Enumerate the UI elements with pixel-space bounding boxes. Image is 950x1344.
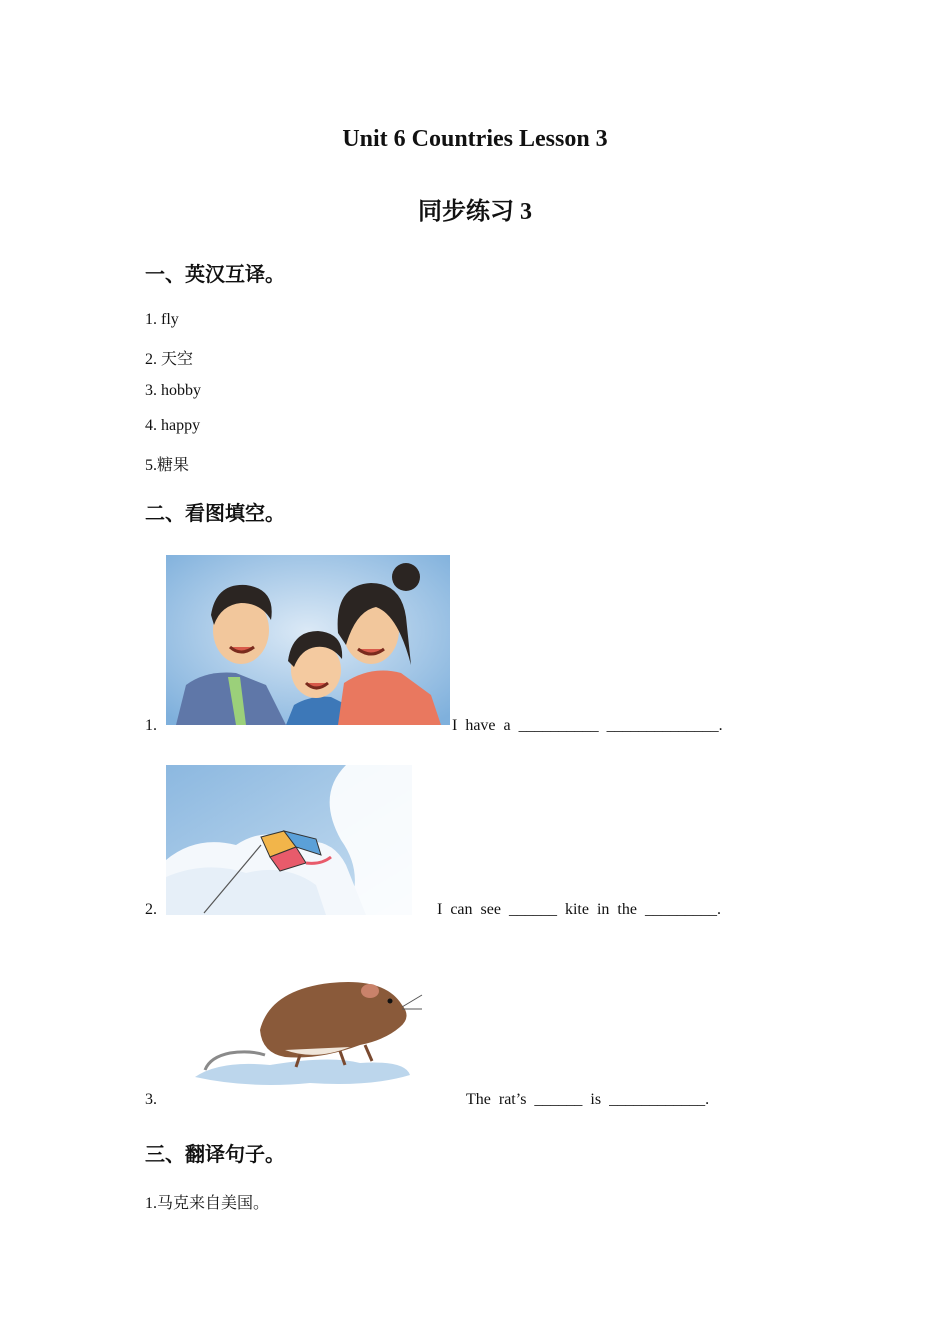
translation-item-1: 1.马克来自美国。 xyxy=(145,1195,270,1212)
vocab-item-2: 2. 天空 xyxy=(145,351,194,368)
section-heading-1: 一、英汉互译。 xyxy=(145,262,285,286)
question-number-1: 1. xyxy=(145,717,157,734)
question-number-2: 2. xyxy=(145,901,157,918)
vocab-item-4: 4. happy xyxy=(145,417,201,434)
vocab-item-1: 1. fly xyxy=(145,311,179,328)
vocab-item-5: 5.糖果 xyxy=(145,457,190,474)
family-illustration xyxy=(166,555,450,725)
page-title: Unit 6 Countries Lesson 3 xyxy=(342,126,608,152)
rat-illustration xyxy=(190,965,426,1090)
fill-in-sentence-3: The rat’s ______ is ____________. xyxy=(466,1091,710,1108)
fill-in-sentence-2: I can see ______ kite in the _________. xyxy=(437,901,721,918)
question-number-3: 3. xyxy=(145,1091,157,1108)
vocab-item-3: 3. hobby xyxy=(145,382,201,399)
page-subtitle: 同步练习 3 xyxy=(418,199,532,225)
kite-illustration xyxy=(166,765,412,915)
section-heading-3: 三、翻译句子。 xyxy=(145,1142,285,1166)
fill-in-sentence-1: I have a __________ ______________. xyxy=(452,717,723,734)
section-heading-2: 二、看图填空。 xyxy=(145,501,285,525)
